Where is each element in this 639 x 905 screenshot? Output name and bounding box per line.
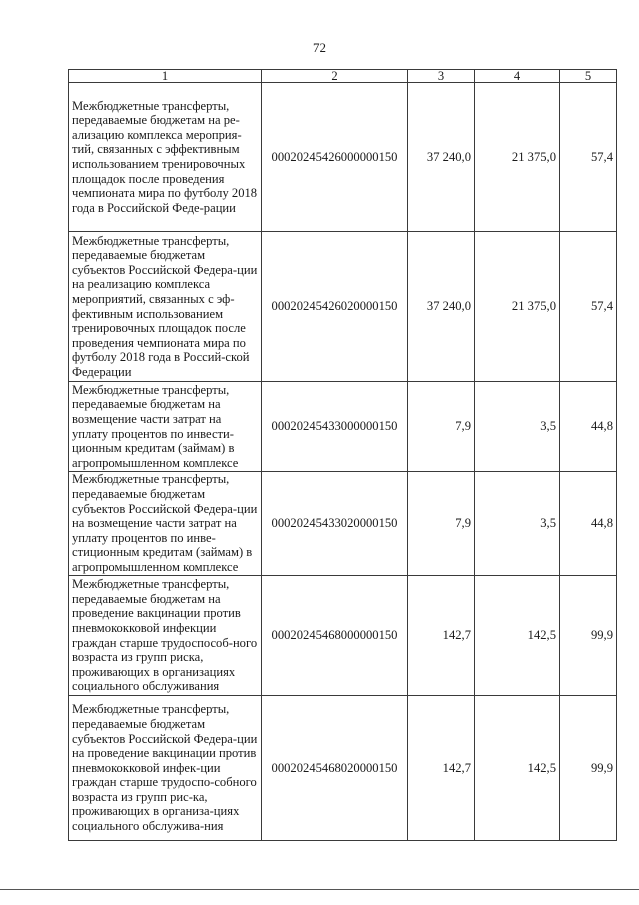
row-value-col3: 142,7 — [408, 576, 475, 696]
row-code: 00020245468020000150 — [262, 696, 408, 841]
row-value-col3: 37 240,0 — [408, 83, 475, 232]
row-value-col5: 57,4 — [560, 83, 617, 232]
row-code: 00020245426020000150 — [262, 232, 408, 382]
row-value-col4: 3,5 — [475, 382, 560, 472]
table-row — [69, 696, 617, 841]
table-row — [69, 232, 617, 382]
row-description: Межбюджетные трансферты, передаваемые бюджетам субъектов Российской Федера-ции на возмещение части затрат на уплату процентов по инве-стиционным кредитам (займам) в агропромышленном комплексе — [69, 472, 262, 576]
row-description: Межбюджетные трансферты, передаваемые бюджетам субъектов Российской Федера-ции на реализацию комплекса мероприятий, связанных с эф-фективным использованием тренировочных площадок после проведения чемпионата мира по футболу 2018 года в Россий-ской Федерации — [69, 232, 262, 382]
row-value-col4: 142,5 — [475, 696, 560, 841]
row-description: Межбюджетные трансферты, передаваемые бюджетам на ре-ализацию комплекса мероприя-тий, связанных с эффективным использованием тренировочных площадок после проведения чемпионата мира по футболу 2018 года в Российской Феде-рации — [69, 83, 262, 232]
column-header-5: 5 — [560, 70, 617, 83]
page-bottom-rule — [0, 889, 639, 890]
row-value-col4: 21 375,0 — [475, 83, 560, 232]
row-description: Межбюджетные трансферты, передаваемые бюджетам на возмещение части затрат на уплату процентов по инвести-ционным кредитам (займам) в агропромышленном комплексе — [69, 382, 262, 472]
row-code: 00020245433020000150 — [262, 472, 408, 576]
row-code: 00020245468000000150 — [262, 576, 408, 696]
budget-transfers-table — [68, 69, 617, 841]
row-value-col3: 7,9 — [408, 472, 475, 576]
table-row — [69, 472, 617, 576]
table-header-row — [69, 70, 617, 83]
row-value-col5: 44,8 — [560, 472, 617, 576]
row-value-col3: 7,9 — [408, 382, 475, 472]
row-value-col3: 37 240,0 — [408, 232, 475, 382]
column-header-4: 4 — [475, 70, 560, 83]
row-value-col4: 142,5 — [475, 576, 560, 696]
column-header-2: 2 — [262, 70, 408, 83]
row-value-col4: 21 375,0 — [475, 232, 560, 382]
row-value-col4: 3,5 — [475, 472, 560, 576]
row-value-col5: 99,9 — [560, 696, 617, 841]
table-row — [69, 576, 617, 696]
table-row — [69, 382, 617, 472]
page-number: 72 — [313, 40, 326, 55]
table-row — [69, 83, 617, 232]
row-value-col5: 99,9 — [560, 576, 617, 696]
row-description: Межбюджетные трансферты, передаваемые бюджетам субъектов Российской Федера-ции на проведение вакцинации против пневмококковой инфек-ции граждан старше трудоспо-собного возраста из групп рис-ка, проживающих в организа-циях социального обслужива-ния — [69, 696, 262, 841]
row-value-col5: 44,8 — [560, 382, 617, 472]
row-value-col3: 142,7 — [408, 696, 475, 841]
column-header-3: 3 — [408, 70, 475, 83]
row-code: 00020245426000000150 — [262, 83, 408, 232]
row-value-col5: 57,4 — [560, 232, 617, 382]
column-header-1: 1 — [69, 70, 262, 83]
row-description: Межбюджетные трансферты, передаваемые бюджетам на проведение вакцинации против пневмококковой инфекции граждан старше трудоспособ-ного возраста из групп риска, проживающих в организациях социального обслуживания — [69, 576, 262, 696]
row-code: 00020245433000000150 — [262, 382, 408, 472]
